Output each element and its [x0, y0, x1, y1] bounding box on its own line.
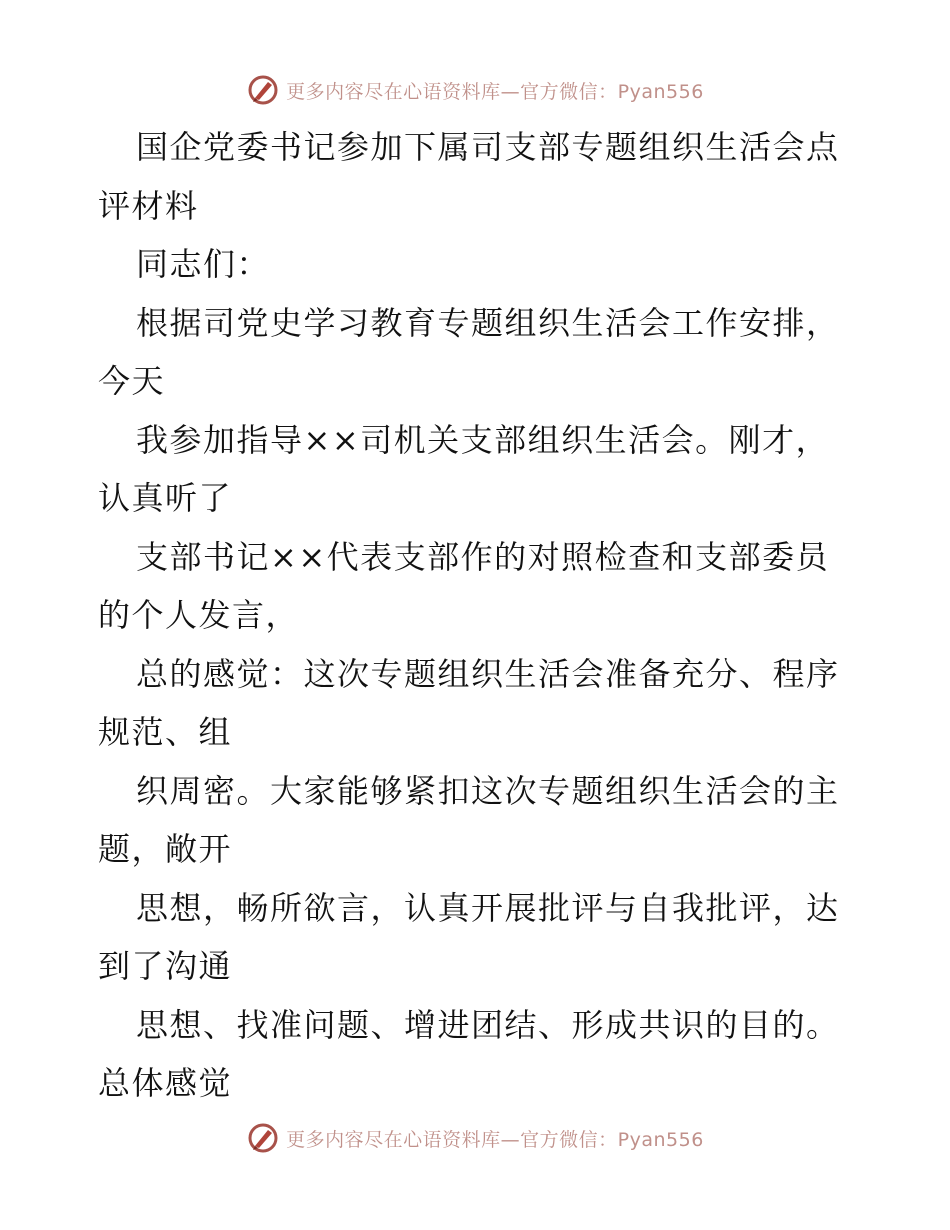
- text-line: 总的感觉：这次专题组织生活会准备充分、程序: [136, 654, 840, 693]
- text-line: 同志们：: [136, 245, 271, 283]
- text-line: 支部书记××代表支部作的对照检查和支部委员: [136, 537, 830, 576]
- text-line: 根据司党史学习教育专题组织生活会工作安排，: [136, 303, 840, 342]
- text-line: 到了沟通: [98, 947, 233, 985]
- text-line: 我参加指导××司机关支部组织生活会。刚才，: [136, 420, 830, 459]
- text-line: 评材料: [98, 186, 199, 225]
- text-line: 题，敞开: [98, 830, 233, 868]
- text-line: 总体感觉: [98, 1064, 233, 1102]
- text-line: 规范、组: [98, 713, 233, 751]
- text-line: 的个人发言，: [98, 596, 300, 634]
- watermark-header: [0, 70, 950, 110]
- brush-pen-logo-icon: [246, 73, 280, 107]
- watermark-text: 更多内容尽在心语资料库—官方微信：Pyan556: [286, 1128, 704, 1151]
- text-line: 今天: [98, 362, 166, 400]
- text-line: 认真听了: [98, 479, 233, 517]
- text-line: 思想、找准问题、增进团结、形成共识的目的。: [136, 1005, 840, 1044]
- document-body: [98, 118, 858, 1113]
- brush-pen-logo-icon: [246, 1121, 280, 1155]
- text-line: 国企党委书记参加下属司支部专题组织生活会点: [136, 128, 840, 166]
- watermark-text: 更多内容尽在心语资料库—官方微信：Pyan556: [286, 80, 704, 103]
- text-line: 织周密。大家能够紧扣这次专题组织生活会的主: [136, 771, 840, 810]
- text-line: 思想，畅所欲言，认真开展批评与自我批评，达: [136, 888, 840, 927]
- watermark-footer: [0, 1118, 950, 1158]
